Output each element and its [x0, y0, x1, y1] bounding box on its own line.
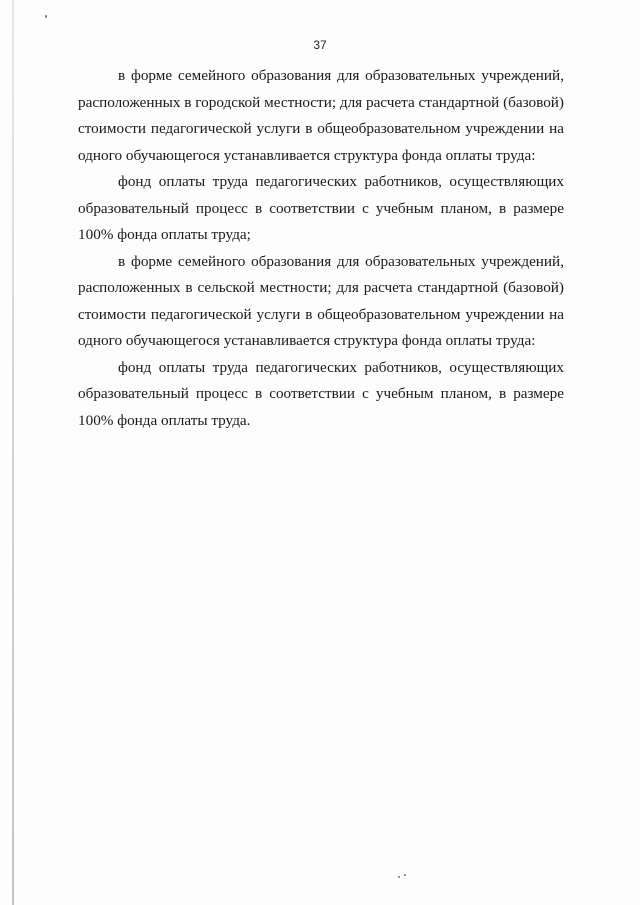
- scan-speck: [45, 15, 47, 18]
- document-body: [78, 63, 564, 434]
- paragraph-urban-family-education: в форме семейного образования для образовательных учреждений, расположенных в городской местности; для расчета стандартной (базовой) стоимости педагогической услуги в общеобразовательном учреждении на одного обучающегося устанавливается структура фонда оплаты труда:: [78, 67, 564, 164]
- paragraph-rural-wage-fund: фонд оплаты труда педагогических работников, осуществляющих образовательный процесс в соответствии с учебным планом, в размере 100% фонда оплаты труда.: [78, 358, 564, 429]
- scan-edge-shadow: [12, 0, 14, 905]
- page-number: 37: [313, 38, 327, 52]
- scan-speck: [398, 876, 400, 878]
- paragraph-urban-wage-fund: фонд оплаты труда педагогических работников, осуществляющих образовательный процесс в соответствии с учебным планом, в размере 100% фонда оплаты труда;: [78, 173, 564, 243]
- paragraph-rural-family-education: в форме семейного образования для образовательных учреждений, расположенных в сельской местности; для расчета стандартной (базовой) стоимости педагогической услуги в общеобразовательном учреждении на одного обучающегося устанавливается структура фонда оплаты труда:: [78, 252, 564, 349]
- scan-speck: [404, 874, 406, 876]
